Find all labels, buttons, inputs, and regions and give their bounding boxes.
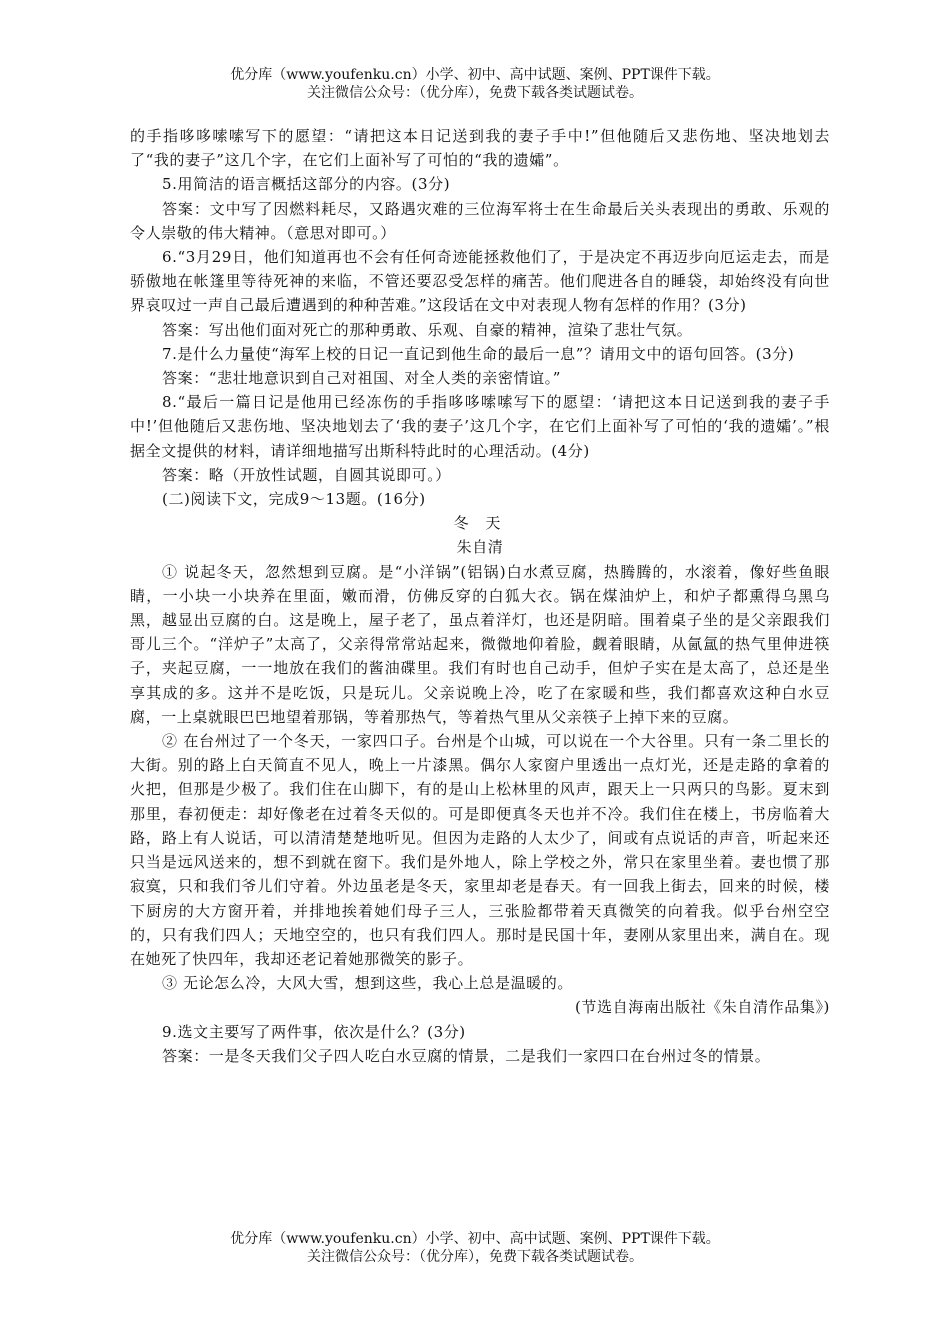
page-footer [0, 1230, 950, 1266]
footer-line-2: 关注微信公众号：（优分库），免费下载各类试题试卷。 [307, 1249, 643, 1265]
essay-source: (节选自海南出版社《朱自清作品集》) [574, 998, 830, 1017]
essay-author: 朱自清 [456, 538, 504, 557]
page-header [0, 66, 950, 102]
question-5: 5.用简洁的语言概括这部分的内容。(3分) [162, 175, 451, 194]
answer-6: 答案：写出他们面对死亡的那种勇敢、乐观、自豪的精神，渲染了悲壮气氛。 [162, 320, 693, 339]
answer-7: 答案：“悲壮地意识到自己对祖国、对全人类的亲密情谊。” [162, 369, 562, 388]
answer-9: 答案：一是冬天我们父子四人吃白水豆腐的情景，二是我们一家四口在台州过冬的情景。 [162, 1046, 771, 1065]
answer-8: 答案：略（开放性试题，自圆其说即可。） [162, 465, 451, 484]
essay-title: 冬 天 [453, 514, 507, 533]
question-9: 9.选文主要写了两件事，依次是什么？(3分) [162, 1022, 466, 1041]
essay-paragraph-3: ③ 无论怎么冷，大风大雪，想到这些，我心上总是温暖的。 [162, 974, 573, 993]
essay-paragraph-1: ① 说起冬天，忽然想到豆腐。是“小洋锅”(铝锅)白水煮豆腐，热腾腾的，水滚着，像好些鱼眼睛，一小块一小块养在里面，嫩而滑，仿佛反穿的白狐大衣。锅在煤油炉上，和炉子都熏得乌黑乌黑，越显出豆腐的白。这是晚上，屋子老了，虽点着洋灯，也还是阴暗。围着桌子坐的是父亲跟我们哥儿三个。“洋炉子”太高了，父亲得常常站起来，微微地仰着脸，觑着眼睛，从氤氲的热气里伸进筷子，夹起豆腐，一一地放在我们的酱油碟里。我们有时也自己动手，但炉子实在是太高了，总还是坐享其成的多。这并不是吃饭，只是玩儿。父亲说晚上冷，吃了在家暖和些，我们都喜欢这种白水豆腐，一上桌就眼巴巴地望着那锅，等着那热气，等着热气里从父亲筷子上掉下来的豆腐。 [130, 562, 830, 726]
document-body [130, 124, 830, 1068]
continued-paragraph: 的手指哆哆嗦嗦写下的愿望：“请把这本日记送到我的妻子手中!”但他随后又悲伤地、坚决地划去了“我的妻子”这几个字，在它们上面补写了可怕的“我的遗孀”。 [130, 127, 830, 170]
question-8: 8.“最后一篇日记是他用已经冻伤的手指哆哆嗦嗦写下的愿望：‘请把这本日记送到我的妻子手中!’但他随后又悲伤地、坚决地划去了‘我的妻子’这几个字，在它们上面补写了可怕的‘我的遗孀’。”根据全文提供的材料，请详细地描写出斯科特此时的心理活动。(4分) [130, 393, 830, 460]
section-heading: (二)阅读下文，完成9～13题。(16分) [162, 490, 426, 509]
answer-5: 答案：文中写了因燃料耗尽，又路遇灾难的三位海军将士在生命最后关头表现出的勇敢、乐观的令人崇敬的伟大精神。（意思对即可。） [130, 199, 830, 242]
header-line-2: 关注微信公众号：（优分库），免费下载各类试题试卷。 [307, 85, 643, 101]
question-6: 6.“3月29日，他们知道再也不会有任何奇迹能拯救他们了，于是决定不再迈步向厄运走去，而是骄傲地在帐篷里等待死神的来临，不管还要忍受怎样的痛苦。他们爬进各自的睡袋，却始终没有向世界哀叹过一声自己最后遭遇到的种种苦难。”这段话在文中对表现人物有怎样的作用？(3分) [130, 248, 830, 315]
header-line-1: 优分库（www.youfenku.cn）小学、初中、高中试题、案例、PPT课件下载。 [230, 67, 720, 83]
footer-line-1: 优分库（www.youfenku.cn）小学、初中、高中试题、案例、PPT课件下载。 [230, 1231, 720, 1247]
essay-paragraph-2: ② 在台州过了一个冬天，一家四口子。台州是个山城，可以说在一个大谷里。只有一条二里长的大街。别的路上白天简直不见人，晚上一片漆黑。偶尔人家窗户里透出一点灯光，还是走路的拿着的火把，但那是少极了。我们住在山脚下，有的是山上松林里的风声，跟天上一只两只的鸟影。夏末到那里，春初便走：却好像老在过着冬天似的。可是即便真冬天也并不冷。我们住在楼上，书房临着大路，路上有人说话，可以清清楚楚地听见。但因为走路的人太少了，间或有点说话的声音，听起来还只当是远风送来的，想不到就在窗下。我们是外地人，除上学校之外，常只在家里坐着。妻也惯了那寂寞，只和我们爷儿们守着。外边虽老是冬天，家里却老是春天。有一回我上街去，回来的时候，楼下厨房的大方窗开着，并排地挨着她们母子三人，三张脸都带着天真微笑的向着我。似乎台州空空的，只有我们四人；天地空空的，也只有我们四人。那时是民国十年，妻刚从家里出来，满自在。现在她死了快四年，我却还老记着她那微笑的影子。 [130, 732, 830, 968]
question-7: 7.是什么力量使“海军上校的日记一直记到他生命的最后一息”？请用文中的语句回答。(3分) [162, 344, 795, 363]
